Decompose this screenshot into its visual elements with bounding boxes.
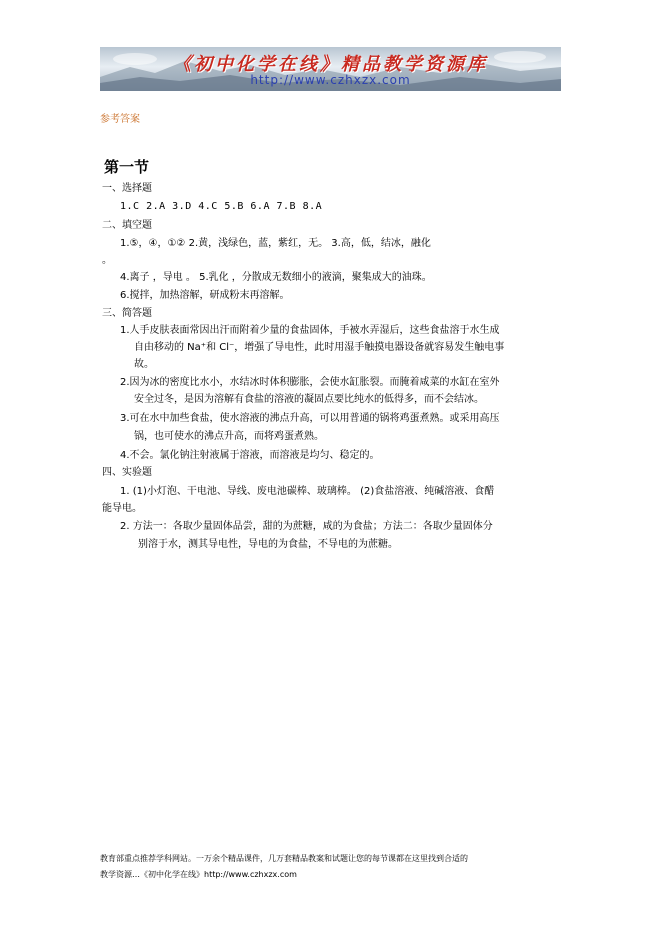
banner-url-link[interactable]: http://www.czhxzx.com: [250, 73, 411, 87]
part4-heading: 四、实验题: [102, 467, 152, 478]
part3-heading: 三、简答题: [102, 308, 152, 319]
part3-q3-line2: 锅，也可使水的沸点升高，而将鸡蛋煮熟。: [134, 431, 324, 442]
part3-q2-line1: 2.因为冰的密度比水小，水结冰时体积膨胀，会使水缸胀裂。而腌着咸菜的水缸在室外: [120, 377, 500, 388]
part3-q2-line2: 安全过冬，是因为溶解有食盐的溶液的凝固点要比纯水的低得多，而不会结冰。: [134, 394, 484, 405]
part3-q1-line3: 故。: [134, 359, 154, 370]
part3-q1-line2: 自由移动的 Na⁺和 Cl⁻，增强了导电性，此时用湿手触摸电器设备就容易发生触电事: [134, 342, 505, 353]
part4-q2-line2: 别溶于水，测其导电性，导电的为食盐，不导电的为蔗糖。: [138, 539, 398, 550]
part2-line1-tail: 。: [102, 255, 112, 266]
footer-line2: 教学资源…《初中化学在线》http://www.czhxzx.com: [100, 870, 297, 879]
footer-line1: 教育部重点推荐学科网站。一万余个精品课件，几万套精品教案和试题让您的每节课都在这里找到合适的: [100, 854, 468, 863]
part3-q1-line1: 1.人手皮肤表面常因出汗而附着少量的食盐固体，手被水弄湿后，这些食盐溶于水生成: [120, 325, 500, 336]
banner-title: 《初中化学在线》精品教学资源库: [173, 54, 488, 75]
part3-q4: 4.不会。氯化钠注射液属于溶液，而溶液是均匀、稳定的。: [120, 450, 380, 461]
header-banner: [100, 47, 561, 91]
part3-q3-line1: 3.可在水中加些食盐，使水溶液的沸点升高，可以用普通的锅将鸡蛋煮熟。或采用高压: [120, 413, 500, 424]
reference-answer-label: 参考答案: [100, 114, 140, 125]
part1-heading: 一、选择题: [102, 183, 152, 194]
part2-line1: 1.⑤，④，①② 2.黄，浅绿色，蓝，紫红，无。 3.高，低，结冰，融化: [120, 238, 431, 249]
part4-q2-line1: 2. 方法一：各取少量固体品尝，甜的为蔗糖，咸的为食盐；方法二：各取少量固体分: [120, 521, 493, 532]
part4-q1-line1: 1. (1)小灯泡、干电池、导线、废电池碳棒、玻璃棒。 (2)食盐溶液、纯碱溶液、食醋: [120, 486, 495, 497]
section-title: 第一节: [104, 158, 150, 176]
part2-line3: 6.搅拌，加热溶解，研成粉末再溶解。: [120, 290, 290, 301]
part4-q1-line2: 能导电。: [102, 503, 142, 514]
part2-heading: 二、填空题: [102, 220, 152, 231]
part2-line2: 4.离子 ，导电 。 5.乳化 ，分散成无数细小的液滴，聚集成大的油珠。: [120, 272, 432, 283]
part1-answers: 1.C 2.A 3.D 4.C 5.B 6.A 7.B 8.A: [120, 201, 323, 212]
